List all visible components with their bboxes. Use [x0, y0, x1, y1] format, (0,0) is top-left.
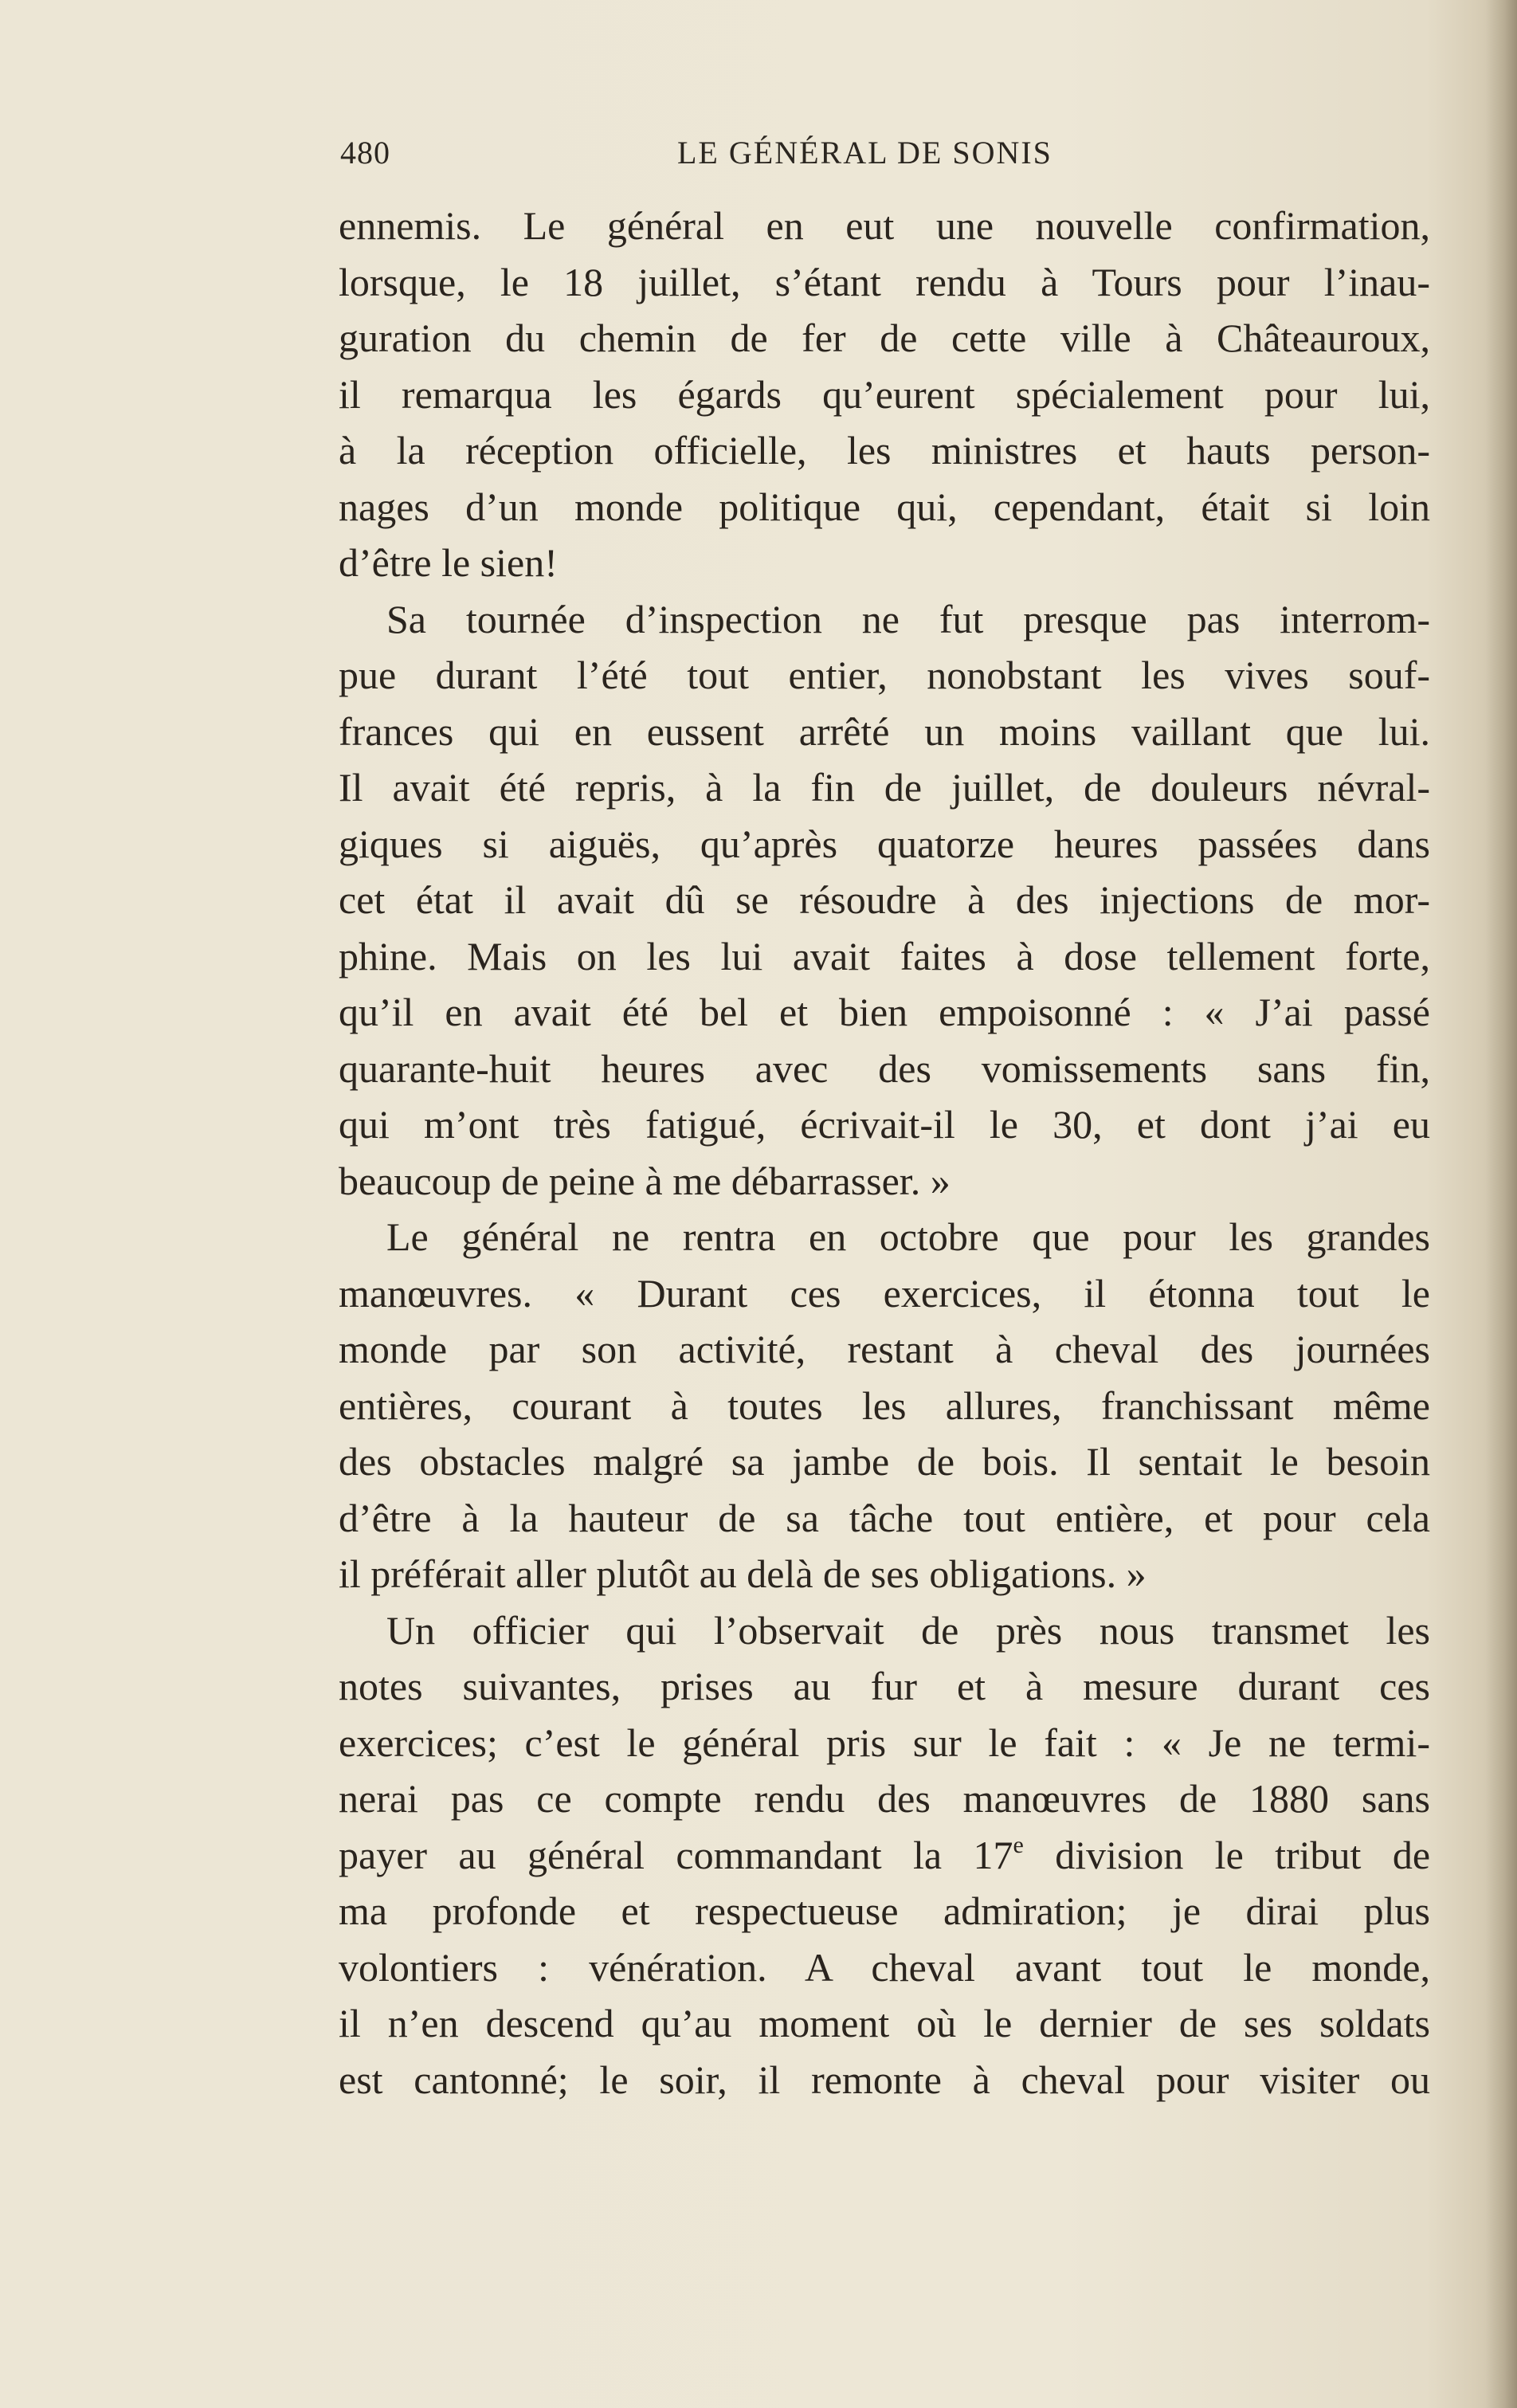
text-line: monde par son activité, restant à cheval des journées [339, 1327, 1430, 1371]
text-line: beaucoup de peine à me débarrasser. » [339, 1158, 951, 1203]
text-line: d’être à la hauteur de sa tâche tout entière, et pour cela [339, 1495, 1430, 1540]
text-line: à la réception officielle, les ministres et hauts person- [339, 428, 1430, 473]
text-line: quarante-huit heures avec des vomissements sans fin, [339, 1045, 1430, 1091]
text-line: manœuvres. « Durant ces exercices, il étonna tout le [339, 1270, 1430, 1316]
text-line: il n’en descend qu’au moment où le dernier de ses soldats [339, 2001, 1430, 2045]
text-line: il préférait aller plutôt au delà de ses obligations. » [339, 1551, 1147, 1596]
running-title: LE GÉNÉRAL DE SONIS [677, 135, 1052, 171]
page-number: 480 [340, 135, 390, 171]
text-line: lorsque, le 18 juillet, s’étant rendu à Tours pour l’inau- [339, 259, 1430, 304]
text-line: frances qui en eussent arrêté un moins vaillant que lui. [339, 708, 1430, 754]
text-line: ma profonde et respectueuse admiration; je dirai plus [339, 1888, 1430, 1933]
text-line: cet état il avait dû se résoudre à des injections de mor- [339, 877, 1430, 922]
text-line: qu’il en avait été bel et bien empoisonné : « J’ai passé [339, 990, 1430, 1034]
text-line: Il avait été repris, à la fin de juillet, de douleurs névral- [339, 765, 1430, 810]
text-line: des obstacles malgré sa jambe de bois. Il sentait le besoin [339, 1439, 1430, 1484]
text-line: payer au général commandant la 17e division le tribut de [339, 1831, 1431, 1877]
text-line: d’être le sien! [339, 540, 558, 585]
text-line: phine. Mais on les lui avait faites à dose tellement forte, [339, 933, 1430, 978]
text-line: guration du chemin de fer de cette ville à Châteauroux, [339, 316, 1430, 360]
text-line: nerai pas ce compte rendu des manœuvres de 1880 sans [339, 1776, 1430, 1821]
text-line: est cantonné; le soir, il remonte à cheval pour visiter ou [339, 2057, 1430, 2102]
text-line: Un officier qui l’observait de près nous transmet les [386, 1607, 1430, 1653]
text-line: entières, courant à toutes les allures, franchissant même [339, 1382, 1430, 1428]
text-line: pue durant l’été tout entier, nonobstant les vives souf- [339, 653, 1430, 697]
text-line: ennemis. Le général en eut une nouvelle confirmation, [339, 203, 1430, 248]
text-line: giques si aiguës, qu’après quatorze heures passées dans [339, 821, 1430, 866]
text-line: il remarqua les égards qu’eurent spécialement pour lui, [339, 371, 1430, 417]
body-text [339, 198, 1430, 2108]
ordinal-superscript: e [1013, 1831, 1024, 1858]
text-line: exercices; c’est le général pris sur le fait : « Je ne termi- [339, 1720, 1430, 1765]
page-edge-shadow [1485, 0, 1517, 2408]
text-line: notes suivantes, prises au fur et à mesure durant ces [339, 1664, 1430, 1708]
text-line: nages d’un monde politique qui, cependant, était si loin [339, 484, 1430, 529]
text-line: Sa tournée d’inspection ne fut presque pas interrom- [386, 596, 1430, 641]
page-header [340, 134, 1433, 175]
text-line: Le général ne rentra en octobre que pour les grandes [386, 1214, 1430, 1259]
text-line: volontiers : vénération. A cheval avant tout le monde, [339, 1944, 1430, 1990]
text-line: qui m’ont très fatigué, écrivait-il le 30, et dont j’ai eu [339, 1102, 1430, 1147]
